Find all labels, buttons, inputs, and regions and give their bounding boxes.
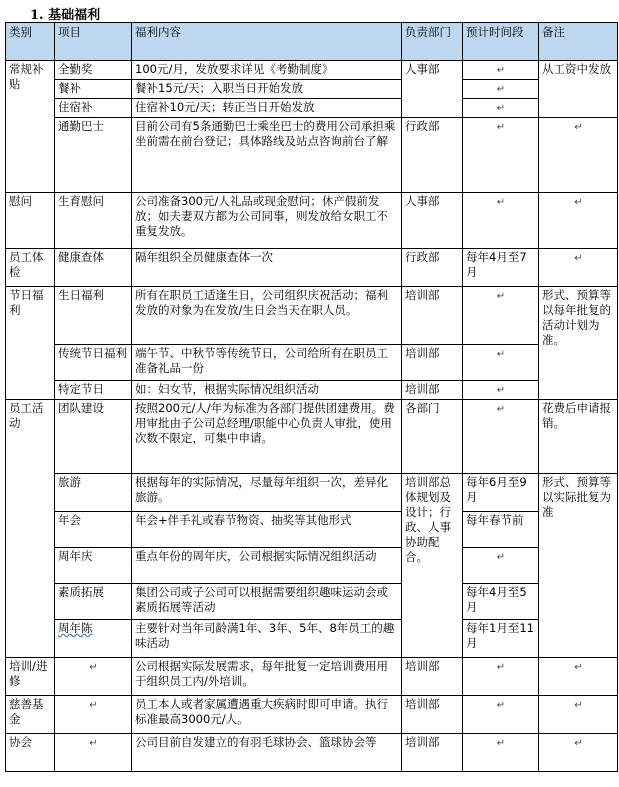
table-header-row bbox=[6, 23, 618, 61]
content-cell: 公司目前自发建立的有羽毛球协会、篮球协会等 bbox=[132, 734, 402, 772]
category-cell: 慈善基金 bbox=[6, 696, 55, 734]
item-cell: ↵ bbox=[55, 734, 132, 772]
item-cell: 住宿补 bbox=[55, 99, 132, 118]
item-cell: 餐补 bbox=[55, 80, 132, 99]
item-cell: ↵ bbox=[55, 696, 132, 734]
time-cell: ↵ bbox=[463, 658, 539, 696]
content-cell: 重点年份的周年庆，公司根据实际情况组织活动 bbox=[132, 548, 402, 584]
department-cell: 培训部 bbox=[402, 287, 463, 345]
category-cell: 节日福利 bbox=[6, 287, 55, 400]
table-row bbox=[6, 249, 618, 287]
time-cell: ↵ bbox=[463, 80, 539, 99]
note-cell: ↵ bbox=[539, 193, 618, 249]
time-cell: 每年4月至7月 bbox=[463, 249, 539, 287]
time-cell: ↵ bbox=[463, 287, 539, 345]
time-cell: ↵ bbox=[463, 400, 539, 474]
department-cell: 培训部 bbox=[402, 381, 463, 400]
table-row bbox=[6, 193, 618, 249]
time-cell: 每年4月至5月 bbox=[463, 584, 539, 620]
table-row bbox=[6, 620, 618, 658]
category-cell: 慰问 bbox=[6, 193, 55, 249]
item-cell: ↵ bbox=[55, 658, 132, 696]
item-cell: 健康查体 bbox=[55, 249, 132, 287]
item-cell: 周年陈 bbox=[55, 620, 132, 658]
department-cell: 培训部 bbox=[402, 658, 463, 696]
content-cell: 公司准备300元/人礼品或现金慰问；休产假前发放；如夫妻双方都为公司同事，则发放给女职工不重复发放。 bbox=[132, 193, 402, 249]
department-cell: 各部门 bbox=[402, 400, 463, 474]
department-cell: 行政部 bbox=[402, 249, 463, 287]
content-cell: 主要针对当年司龄满1年、3年、5年、8年员工的趣味活动 bbox=[132, 620, 402, 658]
item-cell: 全勤奖 bbox=[55, 61, 132, 80]
time-cell: 每年1月至11月 bbox=[463, 620, 539, 658]
table-row bbox=[6, 512, 618, 548]
content-cell: 目前公司有5条通勤巴士乘坐巴士的费用公司承担乘坐前需在前台登记；具体路线及站点咨询前台了解 bbox=[132, 118, 402, 193]
note-cell: 形式、预算等以实际批复为准 bbox=[539, 474, 618, 658]
content-cell: 住宿补10元/天；转正当日开始发放 bbox=[132, 99, 402, 118]
note-cell: ↵ bbox=[539, 734, 618, 772]
content-cell: 公司根据实际发展需求，每年批复一定培训费用用于组织员工内/外培训。 bbox=[132, 658, 402, 696]
category-cell: 培训/进修 bbox=[6, 658, 55, 696]
item-cell: 通勤巴士 bbox=[55, 118, 132, 193]
item-cell: 团队建设 bbox=[55, 400, 132, 474]
note-cell: 形式、预算等以每年批复的活动计划为准。 bbox=[539, 287, 618, 400]
content-cell: 端午节、中秋节等传统节日，公司给所有在职员工准备礼品一份 bbox=[132, 345, 402, 381]
content-cell: 隔年组织全员健康查体一次 bbox=[132, 249, 402, 287]
department-cell: 行政部 bbox=[402, 118, 463, 193]
header-time: 预计时间段 bbox=[463, 23, 539, 61]
time-cell: ↵ bbox=[463, 118, 539, 193]
content-cell: 100元/月，发放要求详见《考勤制度》 bbox=[132, 61, 402, 80]
table-row bbox=[6, 584, 618, 620]
note-cell: ↵ bbox=[539, 118, 618, 193]
item-cell: 年会 bbox=[55, 512, 132, 548]
table-row bbox=[6, 474, 618, 512]
note-cell: ↵ bbox=[539, 658, 618, 696]
time-cell: ↵ bbox=[463, 734, 539, 772]
time-cell: ↵ bbox=[463, 193, 539, 249]
item-cell: 特定节日 bbox=[55, 381, 132, 400]
department-cell: 培训部 bbox=[402, 696, 463, 734]
item-cell: 传统节日福利 bbox=[55, 345, 132, 381]
time-cell: ↵ bbox=[463, 548, 539, 584]
time-cell: 每年6月至9月 bbox=[463, 474, 539, 512]
department-cell: 培训部 bbox=[402, 345, 463, 381]
category-cell: 员工体检 bbox=[6, 249, 55, 287]
note-cell: ↵ bbox=[539, 249, 618, 287]
time-cell: ↵ bbox=[463, 99, 539, 118]
department-cell: 人事部 bbox=[402, 193, 463, 249]
table-row bbox=[6, 99, 618, 118]
note-cell: 从工资中发放 bbox=[539, 61, 618, 118]
content-cell: 集团公司或子公司可以根据需要组织趣味运动会或素质拓展等活动 bbox=[132, 584, 402, 620]
content-cell: 餐补15元/天；入职当日开始发放 bbox=[132, 80, 402, 99]
benefits-table bbox=[5, 22, 618, 772]
category-cell: 员工活动 bbox=[6, 400, 55, 658]
table-row bbox=[6, 658, 618, 696]
section-heading: 1. 基础福利 bbox=[30, 8, 101, 23]
item-cell: 素质拓展 bbox=[55, 584, 132, 620]
department-cell: 培训部 bbox=[402, 734, 463, 772]
table-row bbox=[6, 734, 618, 772]
header-category: 类别 bbox=[6, 23, 55, 61]
table-row bbox=[6, 80, 618, 99]
time-cell: ↵ bbox=[463, 345, 539, 381]
category-cell: 常规补贴 bbox=[6, 61, 55, 193]
content-cell: 按照200元/人/年为标准为各部门提供团建费用。费用审批由子公司总经理/职能中心负责人审批，使用次数不限定，可集中申请。 bbox=[132, 400, 402, 474]
note-cell: ↵ bbox=[539, 696, 618, 734]
time-cell: ↵ bbox=[463, 696, 539, 734]
content-cell: 年会+伴手礼或春节物资、抽奖等其他形式 bbox=[132, 512, 402, 548]
header-note: 备注 bbox=[539, 23, 618, 61]
department-cell: 培训部总体规划及设计；行政、人事协助配合。 bbox=[402, 474, 463, 658]
content-cell: 根据每年的实际情况，尽量每年组织一次，差异化旅游。 bbox=[132, 474, 402, 512]
time-cell: ↵ bbox=[463, 61, 539, 80]
table-row bbox=[6, 118, 618, 193]
item-cell: 生日福利 bbox=[55, 287, 132, 345]
table-row bbox=[6, 61, 618, 80]
table-row bbox=[6, 696, 618, 734]
header-content: 福利内容 bbox=[132, 23, 402, 61]
time-cell: ↵ bbox=[463, 381, 539, 400]
table-row bbox=[6, 287, 618, 345]
department-cell: 人事部 bbox=[402, 61, 463, 118]
table-row bbox=[6, 345, 618, 381]
item-cell: 生育慰问 bbox=[55, 193, 132, 249]
content-cell: 如：妇女节，根据实际情况组织活动 bbox=[132, 381, 402, 400]
category-cell: 协会 bbox=[6, 734, 55, 772]
note-cell: 花费后申请报销。 bbox=[539, 400, 618, 474]
item-cell: 旅游 bbox=[55, 474, 132, 512]
header-department: 负责部门 bbox=[402, 23, 463, 61]
time-cell: 每年春节前 bbox=[463, 512, 539, 548]
item-cell: 周年庆 bbox=[55, 548, 132, 584]
table-row bbox=[6, 400, 618, 474]
content-cell: 员工本人或者家属遭遇重大疾病时即可申请。执行标准最高3000元/人。 bbox=[132, 696, 402, 734]
content-cell: 所有在职员工适逢生日，公司组织庆祝活动；福利发放的对象为在发放/生日会当天在职人员。 bbox=[132, 287, 402, 345]
header-item: 项目 bbox=[55, 23, 132, 61]
table-row bbox=[6, 548, 618, 584]
table-row bbox=[6, 381, 618, 400]
